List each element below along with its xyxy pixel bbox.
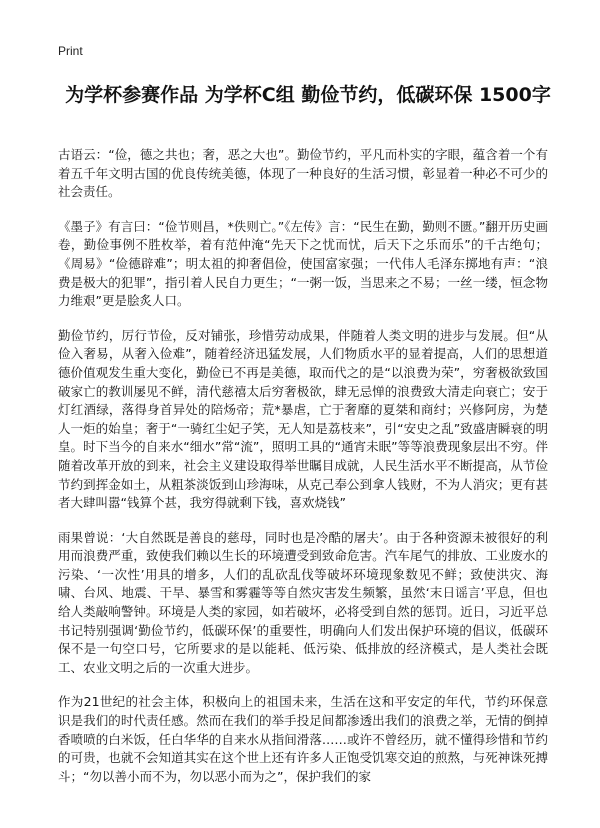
document-title: 为学杯参赛作品 为学杯C组 勤俭节约，低碳环保 1500字 bbox=[65, 84, 551, 106]
print-label: Print bbox=[58, 44, 83, 58]
document-body bbox=[58, 146, 548, 802]
paragraph-2: 《墨子》有言曰：“俭节则昌，*佚则亡。”《左传》言：“民生在勤，勤则不匮。”翻开历史画卷，勤俭事例不胜枚举，着有范仲淹“先天下之忧而忧，后天下之乐而乐”的千古绝句；《周易》“俭德辟难”；明太祖的抑奢倡俭，使国富家强；一代伟人毛泽东掷地有声：“浪费是极大的犯罪”，指引着人民自力更生；“一粥一饭，当思来之不易；一丝一缕，恒念物力维艰”更是脍炙人口。 bbox=[58, 218, 548, 309]
paragraph-3: 勤俭节约，厉行节俭，反对铺张，珍惜劳动成果，伴随着人类文明的进步与发展。但“从俭入奢易，从奢入俭难”，随着经济迅猛发展，人们物质水平的显着提高，人们的思想道德价值观发生重大变化，勤俭已不再是美德，取而代之的是“以浪费为荣”，穷奢极欲致国破家亡的教训屡见不鲜，清代慈禧太后穷奢极欲，肆无忌惮的浪费致大清走向衰亡；安于灯红酒绿，落得身首异处的陪炀帝；荒*暴虐，亡于奢靡的夏桀和商纣；兴修阿房，为楚人一炬的始皇；奢于“一骑红尘妃子笑，无人知是荔枝来”，引“安史之乱”致盛唐瞬衰的明皇。时下当今的自来水“细水”常“流”，照明工具的“通宵未眠”等等浪费现象层出不穷。伴随着改革开放的到来，社会主义建设取得举世瞩目成就，人民生活水平不断提高，从节俭节约到挥金如土，从粗茶淡饭到山珍海味，从克己奉公到拿人钱财，不为人消灾；更有甚者大肆叫嚣“钱算个甚，我穷得就剩下钱，喜欢烧钱” bbox=[58, 327, 548, 511]
paragraph-4: 雨果曾说：‘大自然既是善良的慈母，同时也是冷酷的屠夫’。由于各种资源未被很好的利用而浪费严重，致使我们赖以生长的环境遭受到致命危害。汽车尾气的排放、工业废水的污染、‘一次性’用具的增多，人们的乱砍乱伐等破坏环境现象数见不鲜；致使洪灾、海啸、台风、地震、干旱、暴雪和雾霾等等自然灾害发生频繁，虽然‘末日谣言’平息，但也给人类敲响警钟。环境是人类的家园，如若破坏，必将受到自然的惩罚。近日，习近平总书记特别强调‘勤俭节约，低碳环保’的重要性，明确向人们发出保护环境的倡议，低碳环保不是一句空口号，它所要求的是以能耗、低污染、低排放的经济模式，是人类社会既工、农业文明之后的一次重大进步。 bbox=[58, 529, 548, 675]
paragraph-1: 古语云：“俭，德之共也；奢，恶之大也”。勤俭节约，平凡而朴实的字眼，蕴含着一个有着五千年文明古国的优良传统美德，体现了一种良好的生活习惯，彰显着一种必不可少的社会责任。 bbox=[58, 147, 548, 200]
paragraph-5: 作为21世纪的社会主体，积极向上的祖国未来，生活在这和平安定的年代，节约环保意识是我们的时代责任感。然而在我们的举手投足间都渗透出我们的浪费之举，无情的倒掉香喷喷的白米饭，任白华华的自来水从指间滑落……或许不曾经历，就不懂得珍惜和节约的可贵，也就不会知道其实在这个世上还有许多人正饱受饥寒交迫的煎熬，与死神诛死搏斗；“勿以善小而不为，勿以恶小而为之”，保护我们的家 bbox=[58, 694, 548, 784]
